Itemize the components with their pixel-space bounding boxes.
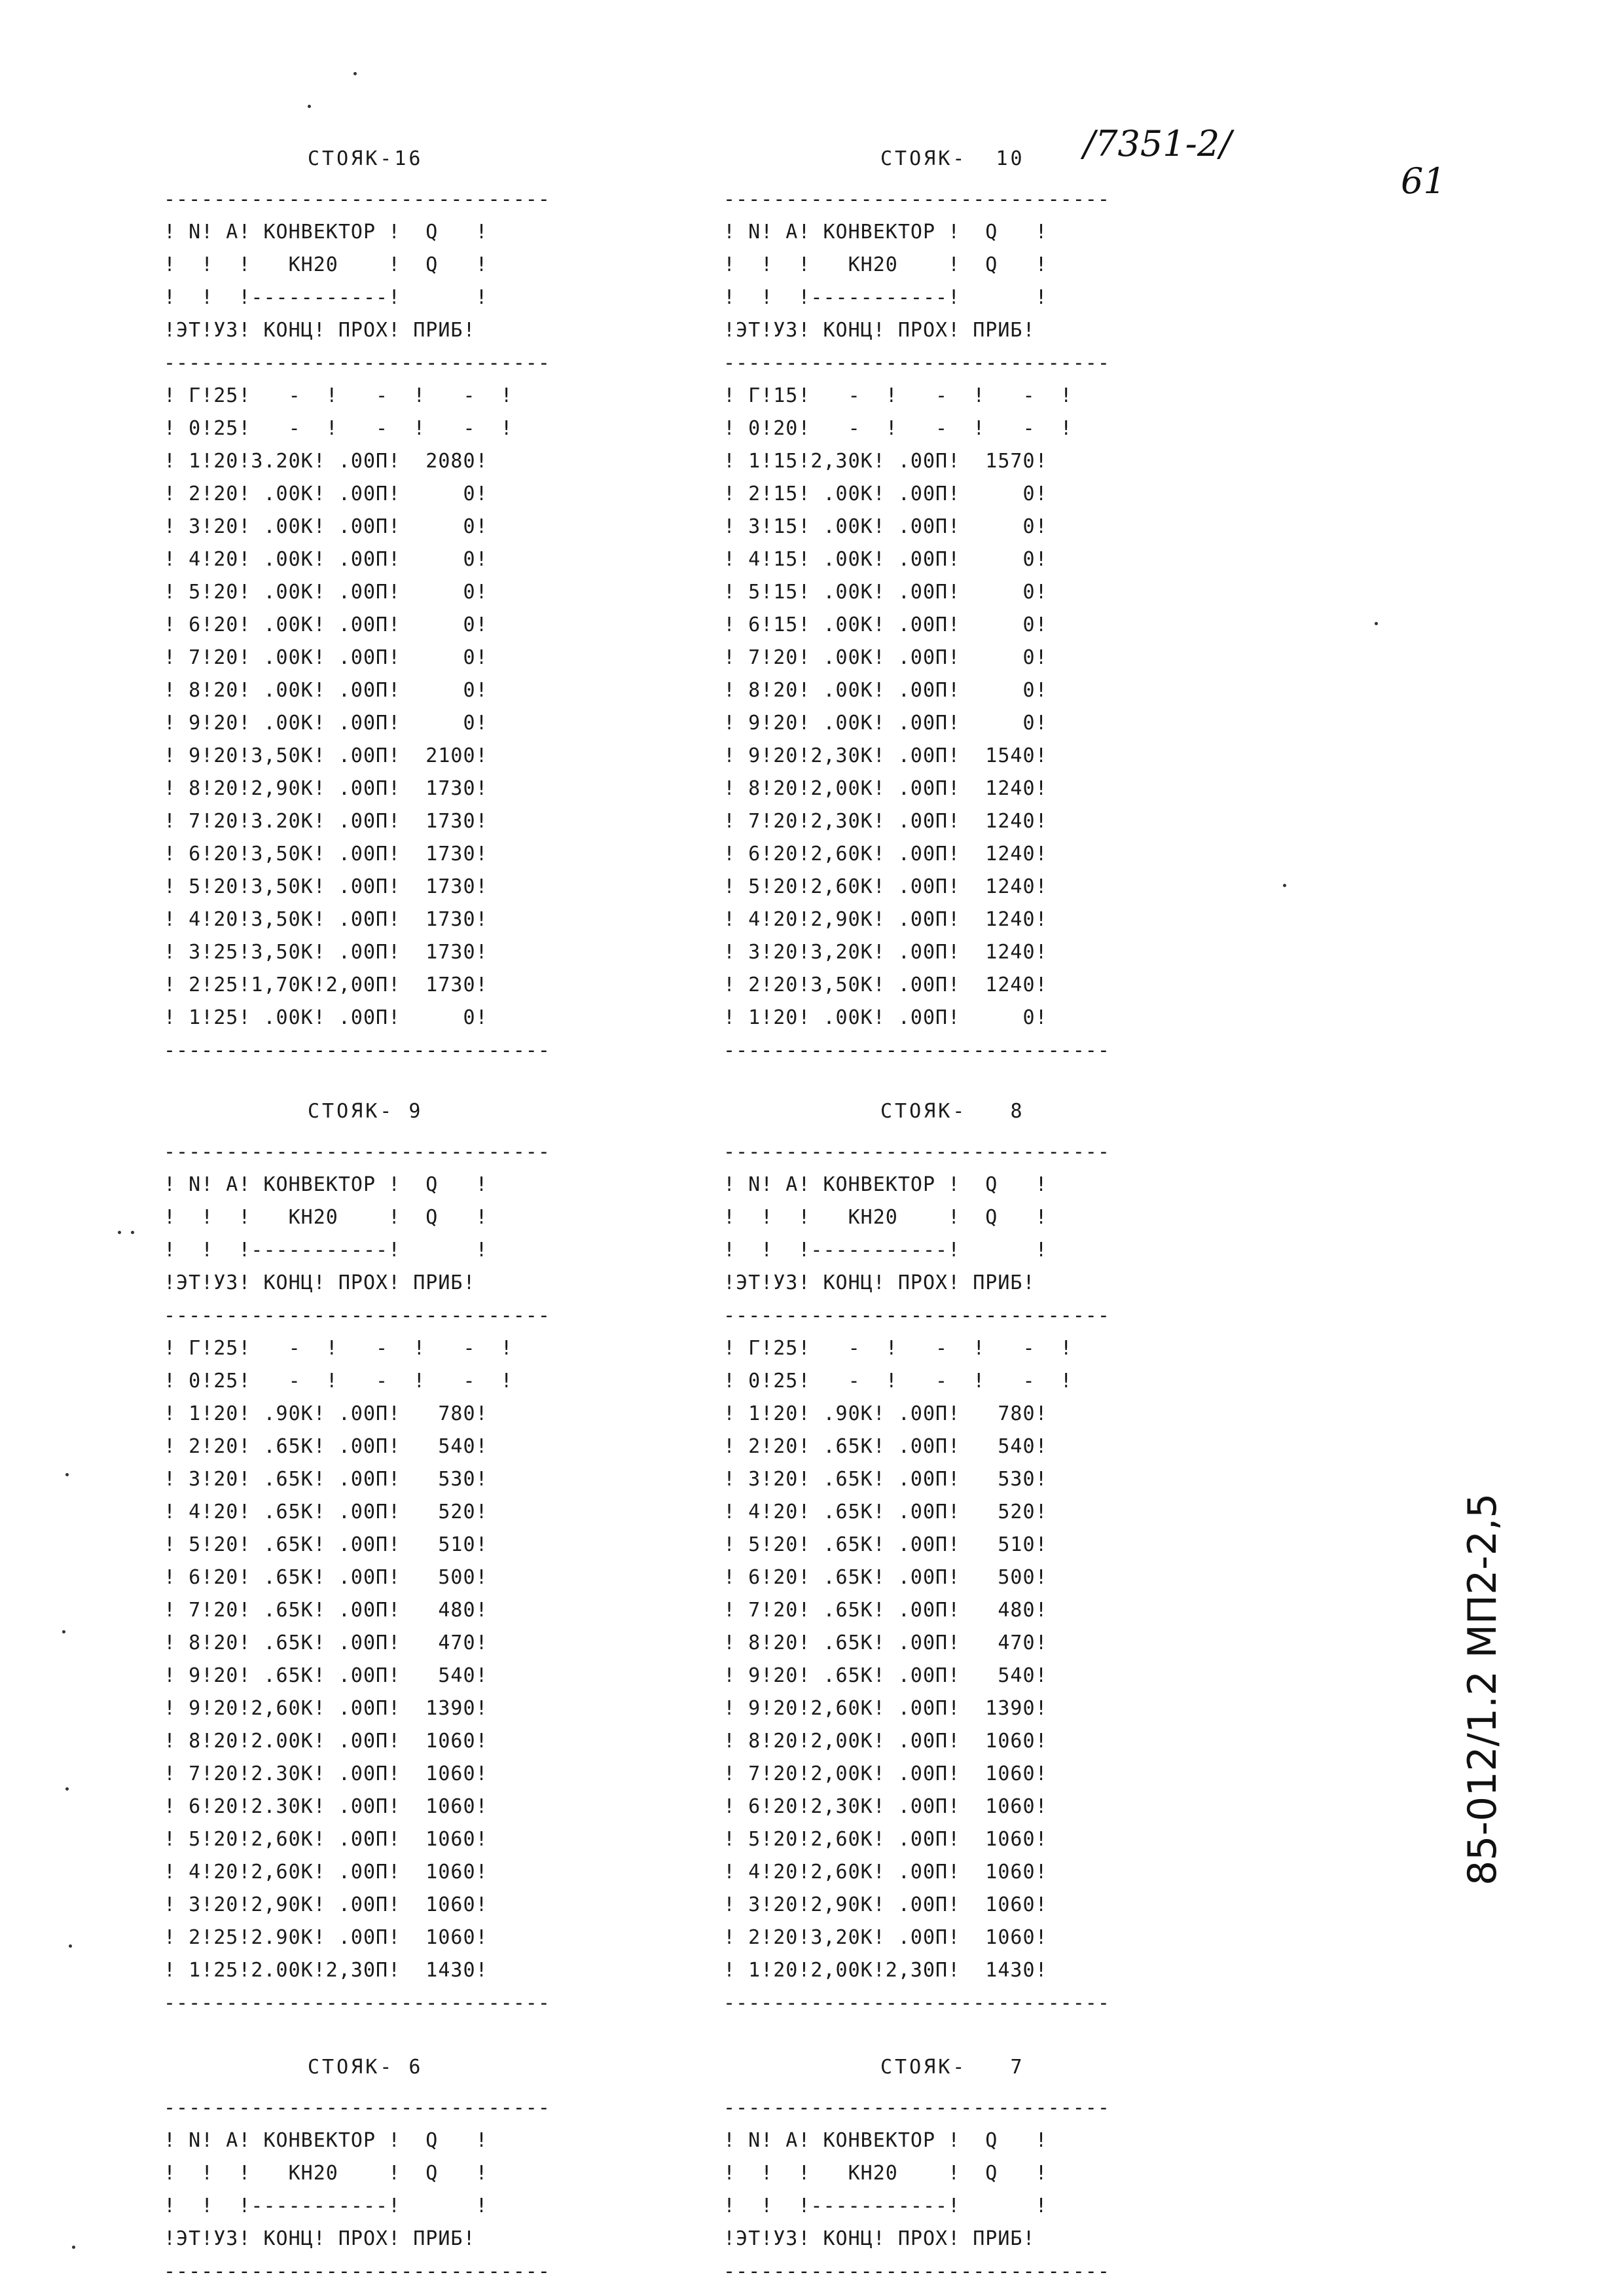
table-row: ! 3!20! .00К! .00П! 0! [164,515,488,538]
table-row: ! 7!20! .00К! .00П! 0! [164,646,488,669]
table-row: ! 1!25! .00К! .00П! 0! [164,1006,488,1029]
table-row: ! 4!20!2,90К! .00П! 1240! [723,908,1048,931]
table-row: ! Г!25! - ! - ! - ! [164,384,513,407]
table-row: ! 3!20!2,90К! .00П! 1060! [164,1893,488,1916]
table-row: ! 6!20! .65К! .00П! 500! [164,1566,488,1589]
table-row: ! 5!20!2,60К! .00П! 1060! [723,1828,1048,1851]
table-row: ! 7!20!2.30К! .00П! 1060! [164,1762,488,1785]
table-row: ! 4!20! .65К! .00П! 520! [723,1501,1048,1523]
table-row: ! 9!20! .65К! .00П! 540! [723,1664,1048,1687]
table-row: ! Г!15! - ! - ! - ! [723,384,1073,407]
table-row: ! 8!20! .65К! .00П! 470! [164,1631,488,1654]
table-row: ! 4!20! .00К! .00П! 0! [164,548,488,571]
table-line: ------------------------------- [164,352,550,374]
table-line: ! ! ! КН20 ! Q ! [164,253,488,276]
table-row: ! 7!20!2,30К! .00П! 1240! [723,810,1048,833]
riser-title: СТОЯК- 6 [308,2056,424,2079]
riser-table [723,1136,1110,2020]
table-row: ! 7!20!3.20К! .00П! 1730! [164,810,488,833]
table-row: ! 3!25!3,50К! .00П! 1730! [164,941,488,964]
table-line: ! N! А! КОНВЕКТОР ! Q ! [164,2129,488,2152]
table-row: ! Г!25! - ! - ! - ! [723,1337,1073,1360]
table-row: ! 1!20! .90К! .00П! 780! [164,1402,488,1425]
table-row: ! 9!20! .00К! .00П! 0! [164,712,488,735]
table-line: ! ! ! КН20 ! Q ! [164,1206,488,1229]
table-line: ! N! А! КОНВЕКТОР ! Q ! [723,1173,1048,1196]
table-line: ------------------------------- [164,1304,550,1327]
table-line: ------------------------------- [164,1140,550,1163]
table-row: ! 8!20!2,90К! .00П! 1730! [164,777,488,800]
table-row: ! 5!20! .00К! .00П! 0! [164,581,488,604]
table-row: ! 6!20!2,60К! .00П! 1240! [723,843,1048,866]
table-line: ! ! ! КН20 ! Q ! [723,253,1048,276]
handwritten-page-number: 61 [1401,160,1446,202]
table-row: ! 4!20!2,60К! .00П! 1060! [723,1861,1048,1884]
table-line: ------------------------------- [723,2260,1110,2283]
scan-speck [308,105,311,108]
table-line: !ЭТ!УЗ! КОНЦ! ПРОХ! ПРИБ! [723,2227,1036,2250]
table-row: ! 4!20! .65К! .00П! 520! [164,1501,488,1523]
table-line: ------------------------------- [723,1140,1110,1163]
table-row: ! 6!20!3,50К! .00П! 1730! [164,843,488,866]
table-row: ! 3!20!2,90К! .00П! 1060! [723,1893,1048,1916]
table-row: ! 1!20!2,00К!2,30П! 1430! [723,1959,1048,1982]
scan-speck [65,1787,69,1791]
table-row: ! 8!20!2,00К! .00П! 1240! [723,777,1048,800]
table-row: ! 6!20!2.30К! .00П! 1060! [164,1795,488,1818]
table-row: ! 0!25! - ! - ! - ! [723,1370,1073,1393]
table-row: ! 7!20! .00К! .00П! 0! [723,646,1048,669]
scan-speck [118,1231,121,1234]
table-line: !ЭТ!УЗ! КОНЦ! ПРОХ! ПРИБ! [723,1271,1036,1294]
table-row: ! Г!25! - ! - ! - ! [164,1337,513,1360]
riser-title: СТОЯК- 10 [880,147,1025,170]
table-row: ! 6!20! .65К! .00П! 500! [723,1566,1048,1589]
riser-title: СТОЯК-16 [308,147,424,170]
table-line: ------------------------------- [723,188,1110,211]
table-line: ------------------------------- [723,1304,1110,1327]
table-row: ! 7!20!2,00К! .00П! 1060! [723,1762,1048,1785]
table-line: ------------------------------- [164,1039,550,1062]
riser-title: СТОЯК- 9 [308,1100,424,1123]
table-line: ! N! А! КОНВЕКТОР ! Q ! [723,221,1048,244]
table-row: ! 8!20!2.00К! .00П! 1060! [164,1730,488,1753]
table-line: ------------------------------- [723,2096,1110,2119]
table-row: ! 1!20! .00К! .00П! 0! [723,1006,1048,1029]
table-row: ! 2!20!3,50К! .00П! 1240! [723,974,1048,996]
table-row: ! 3!20! .65К! .00П! 530! [164,1468,488,1491]
table-row: ! 6!20! .00К! .00П! 0! [164,613,488,636]
table-row: ! 5!20! .65К! .00П! 510! [723,1533,1048,1556]
table-row: ! 9!20!2,30К! .00П! 1540! [723,744,1048,767]
scan-speck [1283,884,1286,887]
table-row: ! 2!20! .65К! .00П! 540! [164,1435,488,1458]
table-row: ! 2!20! .00К! .00П! 0! [164,483,488,505]
scan-speck [72,2246,75,2249]
table-line: ------------------------------- [164,2096,550,2119]
table-row: ! 2!15! .00К! .00П! 0! [723,483,1048,505]
handwritten-document-code: 85-012/1.2 МП2-2,5 [1460,1493,1506,1886]
table-row: ! 9!20!2,60К! .00П! 1390! [164,1697,488,1720]
table-row: ! 3!15! .00К! .00П! 0! [723,515,1048,538]
riser-table [723,2092,1110,2288]
table-row: ! 2!25!2.90К! .00П! 1060! [164,1926,488,1949]
table-line: ------------------------------- [723,1992,1110,2014]
table-row: ! 5!20!2,60К! .00П! 1060! [164,1828,488,1851]
table-line: ! ! ! КН20 ! Q ! [164,2162,488,2185]
table-row: ! 1!25!2.00К!2,30П! 1430! [164,1959,488,1982]
table-row: ! 8!20! .00К! .00П! 0! [723,679,1048,702]
table-line: !ЭТ!УЗ! КОНЦ! ПРОХ! ПРИБ! [723,319,1036,342]
riser-title: СТОЯК- 8 [880,1100,1025,1123]
riser-table [164,1136,550,2020]
table-row: ! 3!20!3,20К! .00П! 1240! [723,941,1048,964]
table-line: ! ! !-----------! ! [723,1239,1048,1262]
table-line: ! ! !-----------! ! [164,1239,488,1262]
table-row: ! 6!15! .00К! .00П! 0! [723,613,1048,636]
table-row: ! 6!20!2,30К! .00П! 1060! [723,1795,1048,1818]
table-line: ! ! !-----------! ! [164,286,488,309]
riser-table [164,2092,550,2288]
table-line: ! N! А! КОНВЕКТОР ! Q ! [723,2129,1048,2152]
table-line: !ЭТ!УЗ! КОНЦ! ПРОХ! ПРИБ! [164,1271,476,1294]
table-line: ! ! ! КН20 ! Q ! [723,2162,1048,2185]
table-row: ! 9!20!3,50К! .00П! 2100! [164,744,488,767]
scan-speck [62,1630,65,1633]
table-row: ! 5!20!3,50К! .00П! 1730! [164,875,488,898]
table-line: ------------------------------- [723,352,1110,374]
table-row: ! 1!15!2,30К! .00П! 1570! [723,450,1048,473]
riser-table [164,183,550,1067]
table-line: ! ! !-----------! ! [723,2195,1048,2217]
table-row: ! 9!20!2,60К! .00П! 1390! [723,1697,1048,1720]
handwritten-reference: /7351-2/ [1083,123,1232,164]
scan-speck [131,1231,134,1234]
table-row: ! 4!20!2,60К! .00П! 1060! [164,1861,488,1884]
table-line: ! N! А! КОНВЕКТОР ! Q ! [164,221,488,244]
table-row: ! 7!20! .65К! .00П! 480! [164,1599,488,1622]
table-row: ! 0!25! - ! - ! - ! [164,417,513,440]
table-line: ------------------------------- [164,1992,550,2014]
table-row: ! 0!20! - ! - ! - ! [723,417,1073,440]
scan-speck [65,1473,69,1476]
table-row: ! 1!20! .90К! .00П! 780! [723,1402,1048,1425]
table-row: ! 5!20!2,60К! .00П! 1240! [723,875,1048,898]
table-row: ! 9!20! .65К! .00П! 540! [164,1664,488,1687]
table-row: ! 4!20!3,50К! .00П! 1730! [164,908,488,931]
table-line: !ЭТ!УЗ! КОНЦ! ПРОХ! ПРИБ! [164,319,476,342]
table-line: ! ! !-----------! ! [164,2195,488,2217]
table-line: ------------------------------- [164,188,550,211]
table-line: ! ! !-----------! ! [723,286,1048,309]
table-row: ! 3!20! .65К! .00П! 530! [723,1468,1048,1491]
table-line: !ЭТ!УЗ! КОНЦ! ПРОХ! ПРИБ! [164,2227,476,2250]
table-row: ! 8!20! .65К! .00П! 470! [723,1631,1048,1654]
table-row: ! 8!20! .00К! .00П! 0! [164,679,488,702]
table-row: ! 9!20! .00К! .00П! 0! [723,712,1048,735]
table-row: ! 2!20!3,20К! .00П! 1060! [723,1926,1048,1949]
scan-speck [353,72,357,75]
table-row: ! 2!20! .65К! .00П! 540! [723,1435,1048,1458]
table-row: ! 2!25!1,70К!2,00П! 1730! [164,974,488,996]
table-line: ! N! А! КОНВЕКТОР ! Q ! [164,1173,488,1196]
table-row: ! 0!25! - ! - ! - ! [164,1370,513,1393]
table-row: ! 8!20!2,00К! .00П! 1060! [723,1730,1048,1753]
riser-title: СТОЯК- 7 [880,2056,1025,2079]
table-line: ! ! ! КН20 ! Q ! [723,1206,1048,1229]
table-line: ------------------------------- [723,1039,1110,1062]
table-line: ------------------------------- [164,2260,550,2283]
table-row: ! 5!15! .00К! .00П! 0! [723,581,1048,604]
table-row: ! 1!20!3.20К! .00П! 2080! [164,450,488,473]
table-row: ! 4!15! .00К! .00П! 0! [723,548,1048,571]
riser-table [723,183,1110,1067]
table-row: ! 7!20! .65К! .00П! 480! [723,1599,1048,1622]
scan-speck [1375,622,1378,625]
scan-speck [69,1944,72,1948]
table-row: ! 5!20! .65К! .00П! 510! [164,1533,488,1556]
